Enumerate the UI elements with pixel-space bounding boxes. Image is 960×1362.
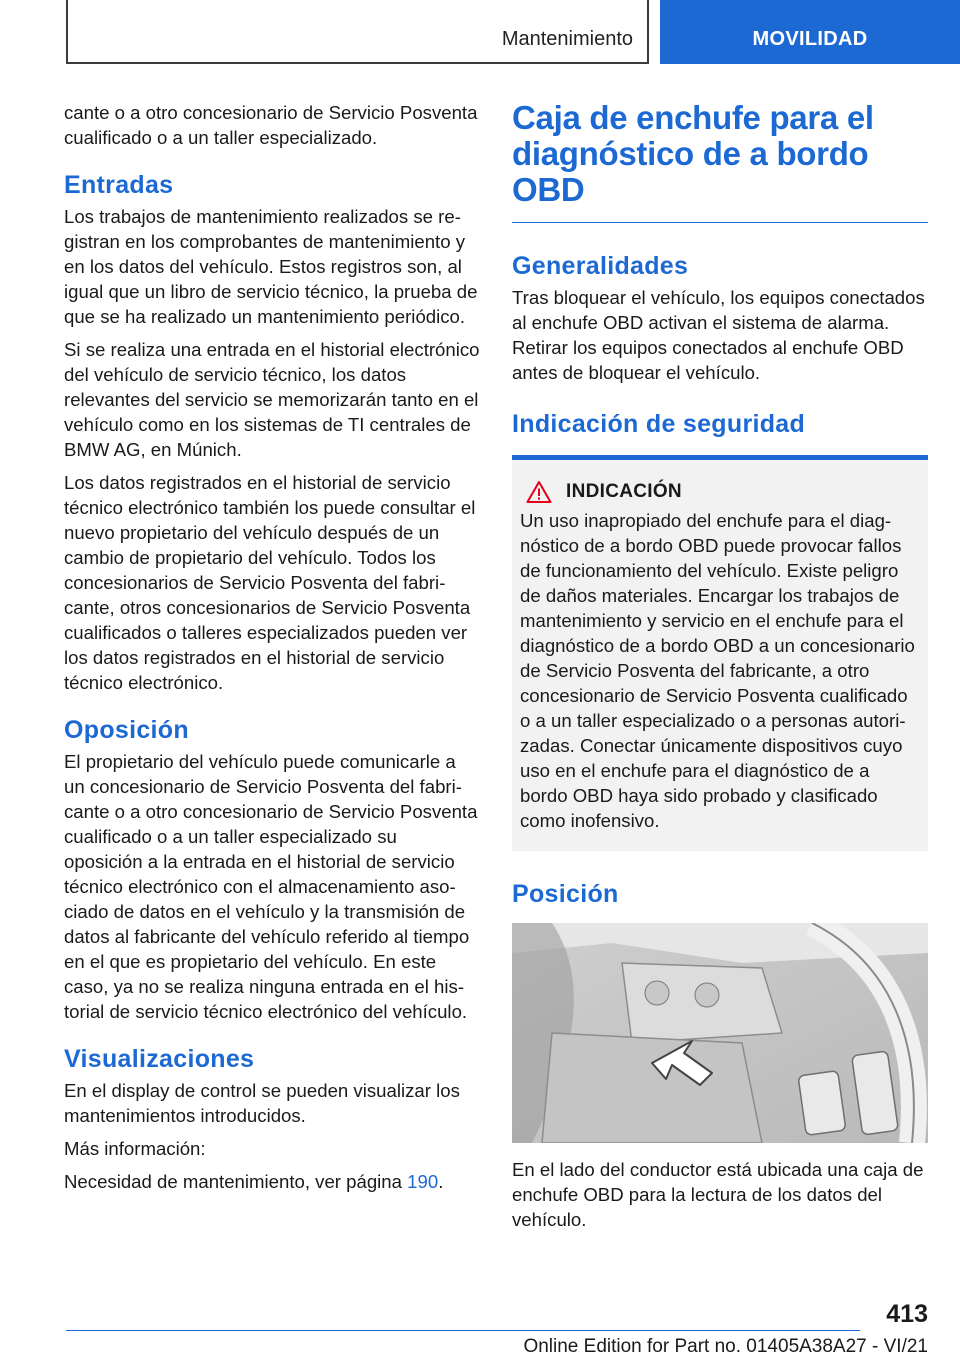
safety-notice-title: INDICACIÓN (566, 481, 682, 502)
heading-indicacion-seguridad: Indicación de seguridad (512, 410, 806, 438)
chapter-title: Caja de enchufe para el diagnóstico de a bordo OBD (512, 99, 874, 208)
obd-location-illustration (512, 923, 928, 1143)
page-reference-suffix: . (438, 1171, 444, 1192)
heading-posicion: Posición (512, 880, 619, 908)
header-chapter-label: MOVILIDAD (752, 28, 868, 50)
safety-notice-text: Un uso inapropiado del enchufe para el diagnóstico de a bordo OBD puede provocar fallos de funcionamiento del vehículo. Existe peligro de daños materiales. Encargar los trabajos de mantenimiento y servicio en el enchufe para el diagnóstico de a bordo OBD a un concesionario de Servicio Posventa del fabricante, a otro concesionario de Servicio Posventa cualificado o a un taller especializado o a personas autorizadas. Conectar únicamente dispositivos cuyo uso en el enchufe para el diagnóstico de a bordo OBD haya sido probado y clasificado como inofensivo. (520, 510, 915, 831)
title-divider (512, 222, 928, 223)
warning-triangle-icon (526, 480, 552, 504)
generalidades-paragraph: Tras bloquear el vehículo, los equipos conectados al enchufe OBD activan el sistema de alarma. Retirar los equipos conectados al enchufe OBD antes de bloquear el vehículo. (512, 287, 925, 383)
visualizaciones-paragraph-1: En el display de control se pueden visualizar los mantenimientos introducidos. (64, 1080, 460, 1126)
page-number: 413 (886, 1300, 928, 1328)
entradas-paragraph-3: Los datos registrados en el historial de servicio técnico electrónico también los puede consultar el nuevo propietario del vehículo después de un cambio de propietario del vehículo. Todos los concesionarios de Servicio Posventa del fabricante, otros concesionarios de Servicio Posventa cualificados o talleres especializados pueden ver los datos registrados en el historial de servicio técnico electrónico. (64, 472, 476, 693)
entradas-paragraph-1: Los trabajos de mantenimiento realizados se registran en los comprobantes de mantenimiento y en los datos del vehículo. Estos registros son, al igual que un libro de servicio técnico, la prueba de que se ha realizado un mantenimiento periódico. (64, 206, 478, 327)
header-chapter-tab (660, 0, 960, 64)
obd-socket-location-image (512, 923, 928, 1143)
oposicion-paragraph: El propietario del vehículo puede comunicarle a un concesionario de Servicio Posventa del fabricante o a otro concesionario de Servicio Posventa cualificado o a un taller especializado su oposición a la entrada en el historial de servicio técnico electrónico con el almacenamiento asociado de datos en el vehículo y la transmisión de datos al fabricante del vehículo referido al tiempo en el que es propietario del vehículo. En este caso, ya no se realiza ninguna entrada en el historial de servicio técnico electrónico del vehículo. (64, 751, 478, 1022)
heading-generalidades: Generalidades (512, 252, 689, 280)
heading-visualizaciones: Visualizaciones (64, 1045, 255, 1073)
heading-entradas: Entradas (64, 171, 174, 199)
right-column (512, 100, 928, 1240)
heading-oposicion: Oposición (64, 716, 189, 744)
safety-notice-box (512, 455, 928, 851)
page-reference-link[interactable]: 190 (407, 1171, 439, 1192)
page-reference-text: Necesidad de mantenimiento, ver página (64, 1171, 408, 1192)
left-column (64, 100, 480, 1202)
visualizaciones-paragraph-3 (64, 1169, 480, 1194)
safety-notice-header (520, 480, 920, 504)
footer-edition: Online Edition for Part no. 01405A38A27 - VI/21 (523, 1336, 928, 1357)
intro-paragraph: cante o a otro concesionario de Servicio Posventa cualificado o a un taller especializado. (64, 102, 478, 148)
header-section-label: Mantenimiento (501, 28, 633, 50)
posicion-paragraph: En el lado del conductor está ubicada una caja de enchufe OBD para la lectura de los datos del vehículo. (512, 1159, 924, 1230)
header-section-box (66, 0, 649, 64)
entradas-paragraph-2: Si se realiza una entrada en el historial electrónico del vehículo de servicio técnico, los datos relevantes del servicio se memorizarán tanto en el vehículo como en los sistemas de TI centrales de BMW AG, en Múnich. (64, 339, 480, 460)
footer-divider (66, 1330, 860, 1331)
visualizaciones-paragraph-2: Más información: (64, 1138, 206, 1159)
